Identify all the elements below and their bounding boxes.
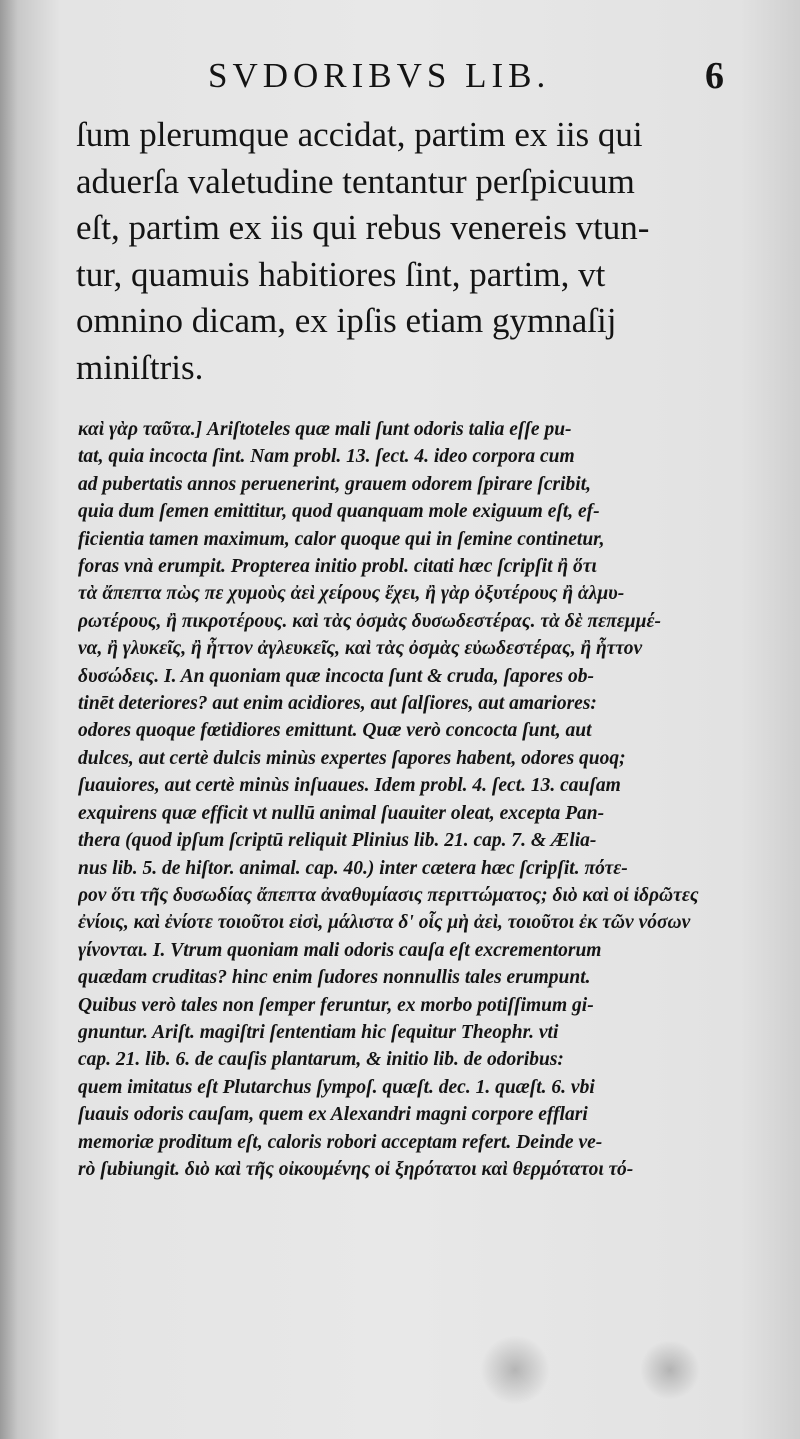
commentary-line: odores quoque fœtidiores emittunt. Quæ verò concocta ſunt, aut [78, 720, 592, 742]
commentary-line: ad pubertatis annos peruenerint, grauem odorem ſpirare ſcribit, [78, 473, 591, 495]
main-text-line: omnino dicam, ex ipſis etiam gymnaſij [76, 301, 617, 340]
commentary-line: ſuauis odoris cauſam, quem ex Alexandri magni corpore efflari [78, 1104, 588, 1126]
commentary-block [78, 416, 738, 1183]
commentary-line: gnuntur. Ariſt. magiſtri ſententiam hic ſequitur Theophr. vti [78, 1021, 559, 1043]
commentary-line: dulces, aut certè dulcis minùs expertes ſapores habent, odores quoq; [78, 747, 626, 769]
commentary-line: quem imitatus eſt Plutarchus ſympoſ. quæſt. dec. 1. quæſt. 6. vbi [78, 1076, 595, 1098]
main-text-block [76, 112, 736, 391]
commentary-line: Quibus verò tales non ſemper feruntur, ex morbo potiſſimum gi- [78, 994, 594, 1016]
commentary-line: γίνονται. I. Vtrum quoniam mali odoris cauſa eſt excrementorum [78, 939, 602, 961]
commentary-line: καὶ γὰρ ταῦτα.] Ariſtoteles quæ mali ſunt odoris talia eſſe pu- [78, 419, 572, 440]
commentary-line: ſuauiores, aut certè minùs inſuaues. Idem probl. 4. ſect. 13. cauſam [78, 775, 621, 797]
commentary-line: ἐνίοις, καὶ ἐνίοτε τοιοῦτοι εἰσὶ, μάλιστα δ' οἷς μὴ ἀεὶ, τοιοῦτοι ἐκ τῶν νόσων [78, 912, 691, 934]
commentary-line: nus lib. 5. de hiſtor. animal. cap. 40.) inter cætera hæc ſcripſit. πότε- [78, 857, 628, 879]
commentary-line: foras vnà erumpit. Propterea initio probl. citati hæc ſcripſit ἢ ὅτι [78, 556, 597, 578]
commentary-line: τὰ ἄπεπτα πὼς πε χυμοὺς ἀεὶ χείρους ἔχει, ἢ γὰρ ὀξυτέρους ἢ ἁλμυ- [78, 583, 625, 605]
commentary-line: quædam cruditas? hinc enim ſudores nonnullis tales erumpunt. [78, 967, 591, 989]
main-text-line: miniſtris. [76, 347, 204, 387]
commentary-line: memoriæ proditum eſt, caloris robori acceptam refert. Deinde ve- [78, 1131, 603, 1153]
main-text-line: tur, quamuis habitiores ſint, partim, vt [76, 254, 606, 294]
page-number: 6 [705, 55, 724, 97]
ink-smudge [480, 1335, 550, 1405]
main-text-line: aduerſa valetudine tentantur perſpicuum [76, 161, 635, 201]
commentary-line: να, ἢ γλυκεῖς, ἢ ἧττον ἀγλευκεῖς, καὶ τὰς ὀσμὰς εὐωδεστέρας, ἢ ἧττον [78, 638, 643, 660]
commentary-line: tinēt deteriores? aut enim acidiores, aut ſalſiores, aut amariores: [78, 693, 597, 715]
main-text-line: ſum plerumque accidat, partim ex iis qui [76, 115, 643, 154]
commentary-line: cap. 21. lib. 6. de cauſis plantarum, & initio lib. de odoribus: [78, 1049, 564, 1071]
commentary-line: ρον ὅτι τῆς δυσωδίας ἄπεπτα ἀναθυμίασις περιττώματος; διὸ καὶ οἱ ἱδρῶτες [78, 884, 699, 906]
main-text-line: eſt, partim ex iis qui rebus venereis vtun- [76, 208, 650, 247]
ink-smudge [640, 1340, 700, 1400]
commentary-line: thera (quod ipſum ſcriptū reliquit Plinius lib. 21. cap. 7. & Ælia- [78, 830, 597, 852]
page-header [208, 56, 748, 102]
commentary-line: δυσώδεις. I. An quoniam quæ incocta ſunt & cruda, ſapores ob- [78, 665, 594, 687]
commentary-line: ρωτέρους, ἢ πικροτέρους. καὶ τὰς ὀσμὰς δυσωδεστέρας. τὰ δὲ πεπεμμέ- [78, 610, 661, 632]
running-title: SVDORIBVS LIB. [208, 56, 551, 95]
commentary-line: quia dum ſemen emittitur, quod quanquam mole exiguum eſt, ef- [78, 501, 600, 523]
commentary-line: ficientia tamen maximum, calor quoque qui in ſemine continetur, [78, 528, 605, 550]
commentary-line: exquirens quæ efficit vt nullū animal ſuauiter oleat, excepta Pan- [78, 802, 605, 824]
commentary-line: tat, quia incocta ſint. Nam probl. 13. ſect. 4. ideo corpora cum [78, 446, 575, 468]
commentary-line: rò ſubiungit. διὸ καὶ τῆς οἰκουμένης οἱ ξηρότατοι καὶ θερμότατοι τό- [78, 1158, 634, 1180]
